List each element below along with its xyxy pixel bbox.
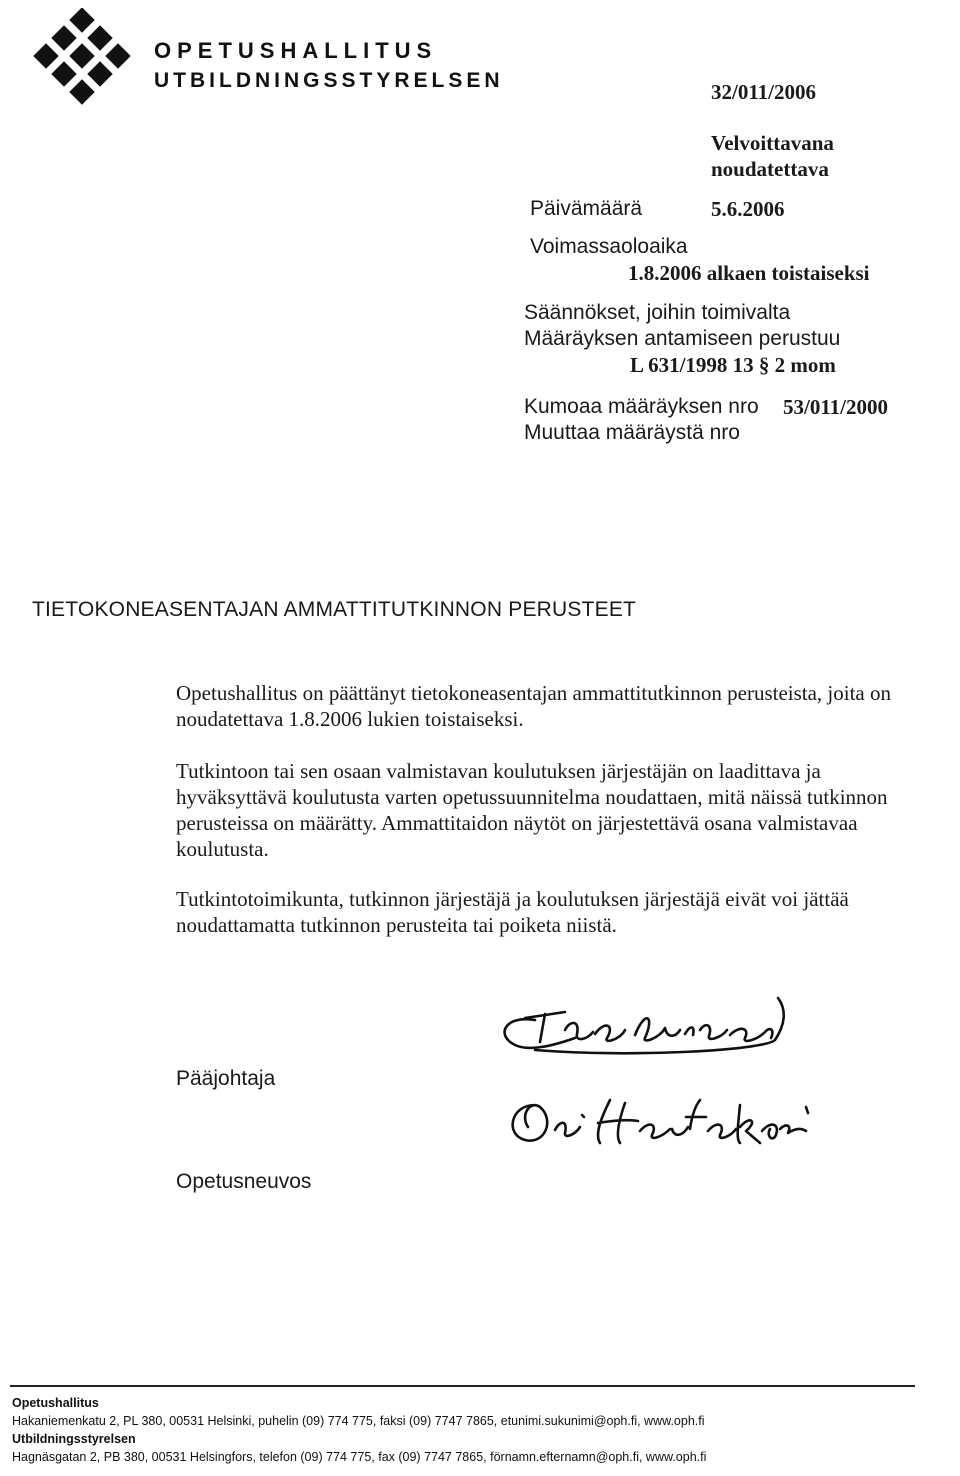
director-general-signature: [495, 990, 795, 1060]
org-name-fi: OPETUSHALLITUS: [154, 38, 438, 63]
status-line-1: Velvoittavana: [711, 131, 834, 155]
footer-org-sv: [12, 1431, 136, 1448]
opetushallitus-logo: [22, 8, 140, 126]
paragraph-decision: Opetushallitus on päättänyt tietokoneasentajan ammattitutkinnon perusteista, joita on noudatettava 1.8.2006 lukien toistaiseksi.: [176, 681, 892, 731]
date-value: 5.6.2006: [711, 197, 785, 221]
basis-line-1: Säännökset, joihin toimivalta: [524, 301, 791, 324]
repeals-value: 53/011/2000: [783, 395, 889, 419]
footer-org-sv-name: Utbildningsstyrelsen: [12, 1432, 136, 1446]
status-line-2: noudatettava: [711, 157, 829, 181]
paragraph-curriculum: Tutkintoon tai sen osaan valmistavan koulutuksen järjestäjän on laadittava ja hyväksyttävä koulutusta varten opetussuunnitelma noudattaen, mitä näissä tutkinnon perusteissa on määrätty. Ammattitaidon näytöt on järjestettävä osana valmistavaa koulutusta.: [176, 759, 888, 861]
footer-org-fi: [12, 1395, 99, 1412]
date-label: Päivämäärä: [530, 197, 643, 220]
footer-address-fi: Hakaniemenkatu 2, PL 380, 00531 Helsinki, puhelin (09) 774 775, faksi (09) 7747 7865, etunimi.sukunimi@oph.fi, www.oph.fi: [12, 1414, 705, 1428]
role-director-general: Pääjohtaja: [176, 1067, 276, 1090]
footer-address-sv: Hagnäsgatan 2, PB 380, 00531 Helsingfors, telefon (09) 774 775, fax (09) 7747 7865, förnamn.efternamn@oph.fi, www.oph.fi: [12, 1450, 707, 1464]
repeals-label: Kumoaa määräyksen nro: [524, 395, 759, 418]
basis-line-2: Määräyksen antamiseen perustuu: [524, 327, 841, 350]
document-number: 32/011/2006: [711, 80, 817, 104]
counsellor-signature: [500, 1085, 820, 1155]
document-title: TIETOKONEASENTAJAN AMMATTITUTKINNON PERUSTEET: [32, 598, 637, 621]
role-counsellor: Opetusneuvos: [176, 1170, 312, 1193]
validity-label: Voimassaoloaika: [530, 235, 688, 258]
org-name-sv: UTBILDNINGSSTYRELSEN: [154, 69, 504, 92]
footer-divider: [10, 1385, 915, 1387]
validity-value: 1.8.2006 alkaen toistaiseksi: [628, 261, 870, 285]
paragraph-obligation: Tutkintotoimikunta, tutkinnon järjestäjä ja koulutuksen järjestäjä eivät voi jättää noudattamatta tutkinnon perusteita tai poiketa niistä.: [176, 887, 849, 937]
basis-value: L 631/1998 13 § 2 mom: [630, 353, 836, 377]
amends-label: Muuttaa määräystä nro: [524, 421, 740, 444]
footer-org-fi-name: Opetushallitus: [12, 1396, 99, 1410]
